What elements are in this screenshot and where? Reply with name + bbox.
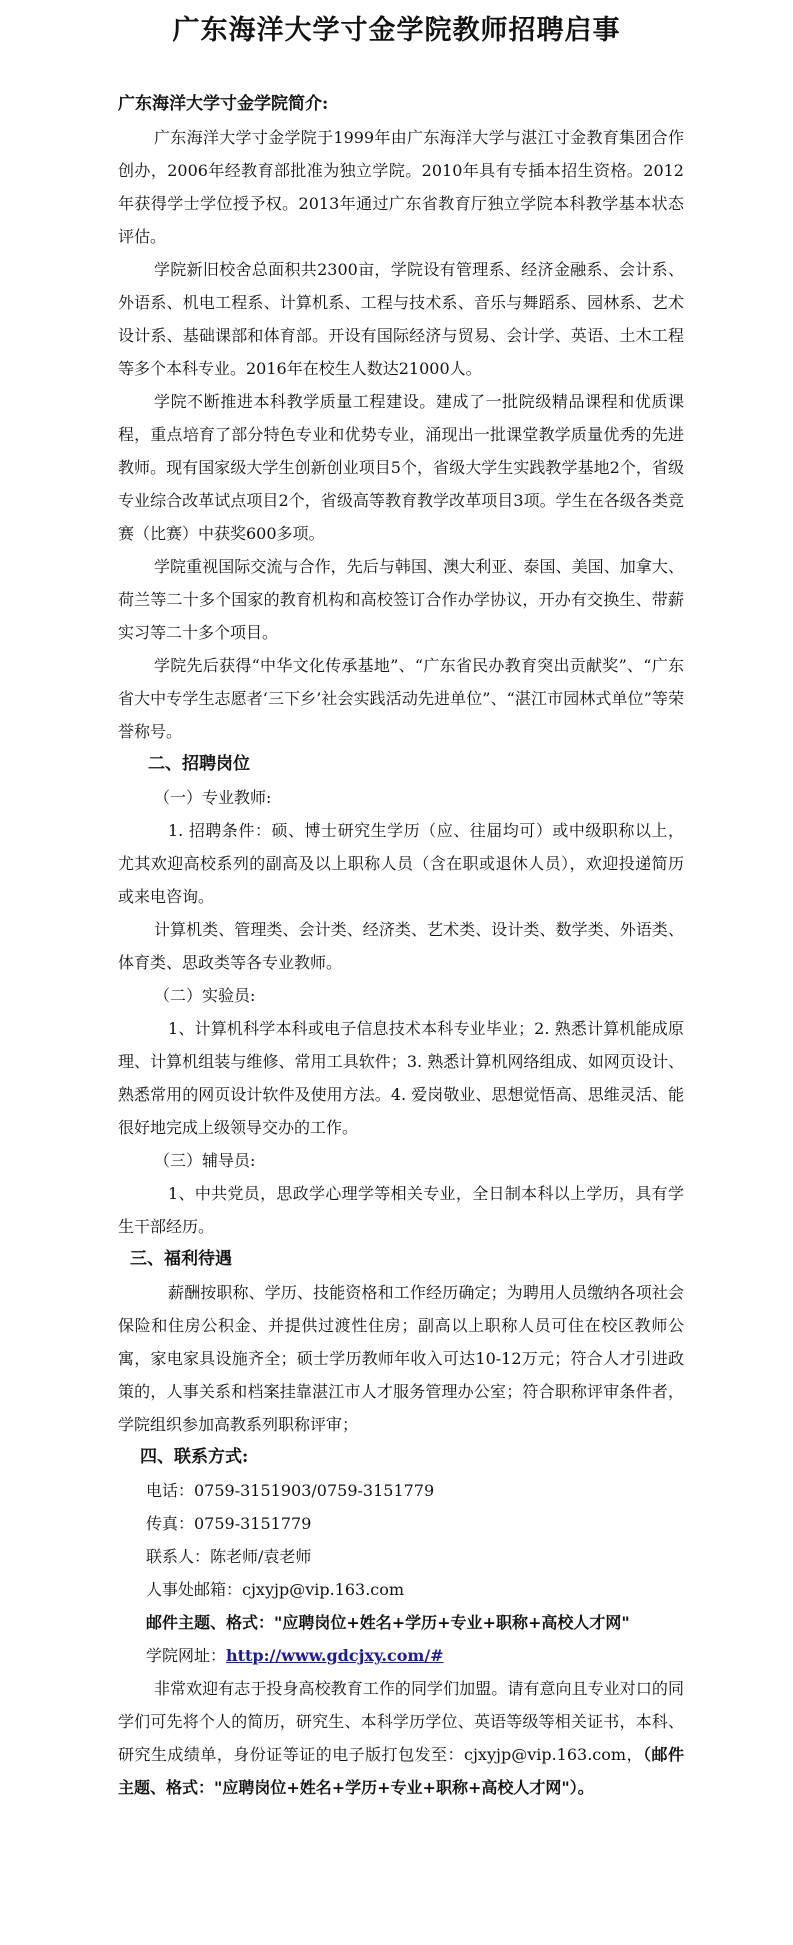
benefits-heading: 三、福利待遇 — [130, 1249, 232, 1269]
closing-text: 非常欢迎有志于投身高校教育工作的同学们加盟。请有意向且专业对口的同学们可先将个人的简历，研究生、本科学历学位、英语等级等相关证书，本科、研究生成绩单，身份证等证的电子版打包发至：cjxyjp@vip.163.com， — [118, 1679, 684, 1764]
closing-paragraph — [118, 1672, 684, 1804]
teachers-label: （一）专业教师: — [154, 788, 272, 807]
contact-person: 联系人：陈老师/袁老师 — [146, 1547, 312, 1566]
teachers-fields: 计算机类、管理类、会计类、经济类、艺术类、设计类、数学类、外语类、体育类、思政类等各专业教师。 — [118, 920, 684, 972]
counselor-condition: 1、中共党员，思政学心理学等相关专业，全日制本科以上学历，具有学生干部经历。 — [118, 1184, 684, 1236]
contact-heading: 四、联系方式: — [140, 1447, 249, 1467]
intro-paragraph-3: 学院不断推进本科教学质量工程建设。建成了一批院级精品课程和优质课程，重点培育了部分特色专业和优势专业，涌现出一批课堂教学质量优秀的先进教师。现有国家级大学生创新创业项目5个，省级大学生实践教学基地2个，省级专业综合改革试点项目2个，省级高等教育教学改革项目3项。学生在各级各类竞赛（比赛）中获奖600多项。 — [118, 392, 684, 543]
intro-paragraph-2: 学院新旧校舍总面积共2300亩，学院设有管理系、经济金融系、会计系、外语系、机电工程系、计算机系、工程与技术系、音乐与舞蹈系、园林系、艺术设计系、基础课部和体育部。开设有国际经济与贸易、会计学、英语、土木工程等多个本科专业。2016年在校生人数达21000人。 — [118, 260, 684, 378]
lab-condition: 1、计算机科学本科或电子信息技术本科专业毕业；2. 熟悉计算机能成原理、计算机组装与维修、常用工具软件；3. 熟悉计算机网络组成、如网页设计、熟悉常用的网页设计软件及使用方法。4. 爱岗敬业、思想觉悟高、思维灵活、能很好地完成上级领导交办的工作。 — [118, 1019, 684, 1137]
positions-heading: 二、招聘岗位 — [148, 754, 250, 774]
contact-email: 人事处邮箱：cjxyjp@vip.163.com — [146, 1580, 405, 1599]
contact-phone: 电话：0759-3151903/0759-3151779 — [146, 1481, 435, 1500]
counselor-label: （三）辅导员: — [154, 1151, 256, 1170]
intro-paragraph-4: 学院重视国际交流与合作，先后与韩国、澳大利亚、泰国、美国、加拿大、荷兰等二十多个国家的教育机构和高校签订合作办学协议，开办有交换生、带薪实习等二十多个项目。 — [118, 557, 684, 642]
page-title: 广东海洋大学寸金学院教师招聘启事 — [172, 15, 621, 46]
email-subject-format: 邮件主题、格式："应聘岗位+姓名+学历+专业+职称+高校人才网" — [146, 1613, 630, 1632]
website-line — [118, 1639, 684, 1672]
benefits-text: 薪酬按职称、学历、技能资格和工作经历确定；为聘用人员缴纳各项社会保险和住房公积金、并提供过渡性住房；副高以上职称人员可住在校区教师公寓，家电家具设施齐全；硕士学历教师年收入可达10-12万元；符合人才引进政策的，人事关系和档案挂靠湛江市人才服务管理办公室；符合职称评审条件者，学院组织参加高教系列职称评审； — [118, 1283, 684, 1434]
closing-subject-format: （邮件主题、格式："应聘岗位+姓名+学历+专业+职称+高校人才网"）。 — [118, 1745, 684, 1797]
website-label: 学院网址： — [146, 1646, 227, 1665]
contact-fax: 传真：0759-3151779 — [146, 1514, 312, 1533]
lab-label: （二）实验员: — [154, 986, 256, 1005]
intro-paragraph-1: 广东海洋大学寸金学院于1999年由广东海洋大学与湛江寸金教育集团合作创办，2006年经教育部批准为独立学院。2010年具有专插本招生资格。2012年获得学士学位授予权。2013年通过广东省教育厅独立学院本科教学基本状态评估。 — [118, 128, 684, 246]
teachers-condition: 1. 招聘条件：硕、博士研究生学历（应、往届均可）或中级职称以上，尤其欢迎高校系列的副高及以上职称人员（含在职或退休人员），欢迎投递简历或来电咨询。 — [118, 821, 684, 906]
intro-paragraph-5: 学院先后获得“中华文化传承基地”、“广东省民办教育突出贡献奖”、“广东省大中专学生志愿者‘三下乡’社会实践活动先进单位”、“湛江市园林式单位”等荣誉称号。 — [118, 656, 684, 741]
article-body — [118, 88, 684, 1804]
intro-heading: 广东海洋大学寸金学院简介: — [118, 94, 329, 114]
website-link[interactable]: http://www.gdcjxy.com/# — [226, 1646, 444, 1665]
